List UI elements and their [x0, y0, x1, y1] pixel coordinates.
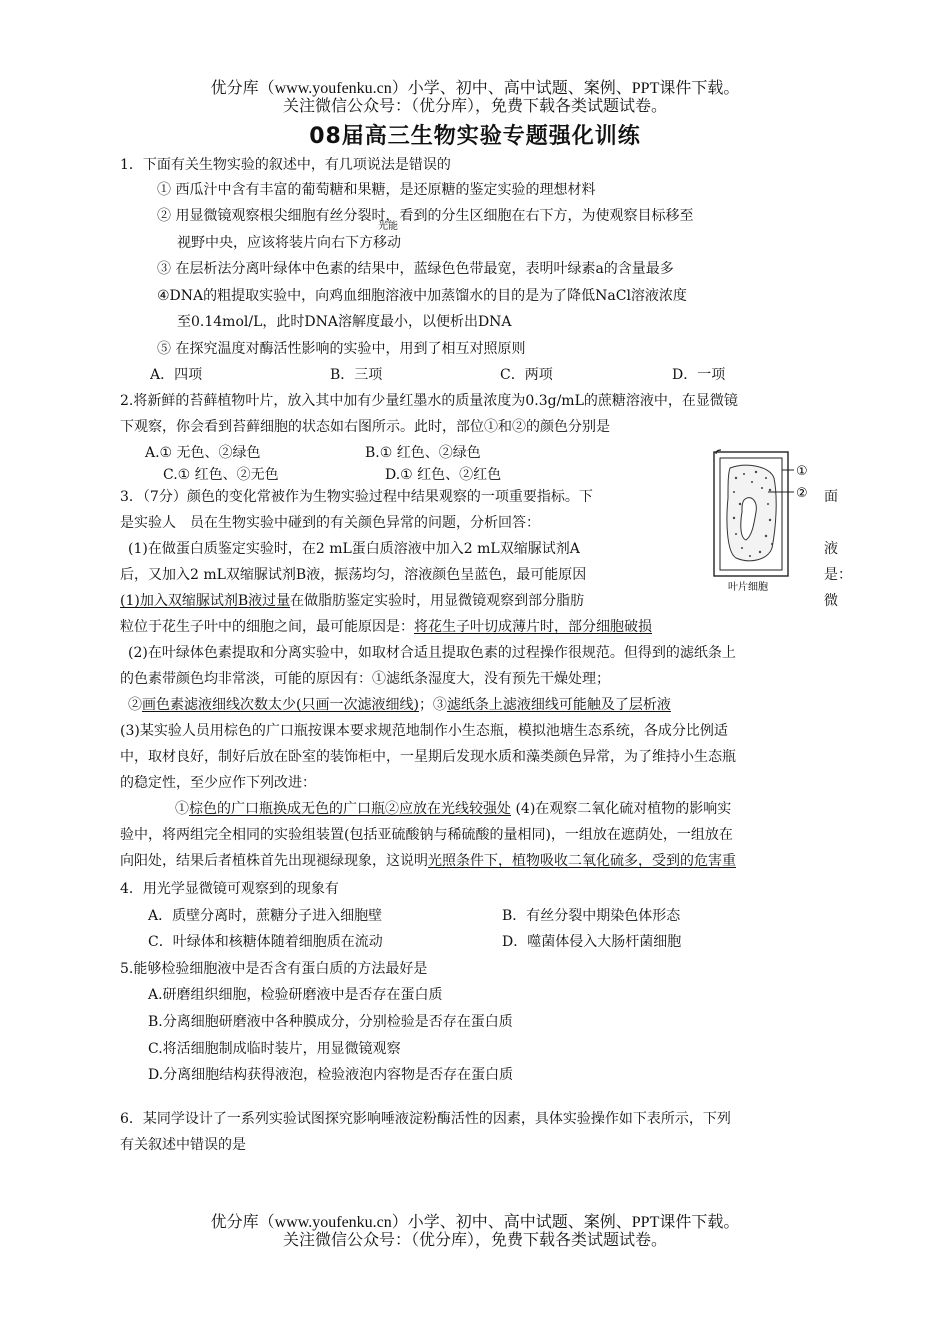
q1-option-a: A．四项: [150, 367, 203, 383]
q5-stem: 5.能够检验细胞液中是否含有蛋白质的方法最好是: [120, 961, 428, 977]
header-line-2: 关注微信公众号：（优分库），免费下载各类试题试卷。: [282, 98, 667, 115]
q3-line-4: 后，又加入2 mL双缩脲试剂B液，振荡均匀，溶液颜色呈蓝色，最可能原因: [120, 567, 587, 583]
q1-option-b: B．三项: [330, 367, 383, 383]
q2-line-2: 下观察，你会看到苔藓细胞的状态如右图所示。此时，部位①和②的颜色分别是: [120, 419, 610, 435]
q3-line-9-a: ②: [128, 697, 142, 713]
q1-item-5: ⑤ 在探究温度对酶活性影响的实验中，用到了相互对照原则: [157, 341, 526, 357]
q4-option-b: B．有丝分裂中期染色体形态: [502, 908, 681, 924]
q5-option-b: B.分离细胞研磨液中各种膜成分，分别检验是否存在蛋白质: [148, 1014, 513, 1030]
q3-answer-2: 将花生子叶切成薄片时，部分细胞破损: [414, 619, 652, 635]
q2-option-a: A.① 无色、②绿色: [145, 445, 261, 461]
q3-line-10: (3)某实验人员用棕色的广口瓶按课本要求规范地制作小生态瓶，模拟池塘生态系统，各成分比例适: [120, 723, 728, 739]
q5-option-d: D.分离细胞结构获得液泡，检验液泡内容物是否存在蛋白质: [148, 1067, 514, 1083]
q2-line-1: 2.将新鲜的苔藓植物叶片，放入其中加有少量红墨水的质量浓度为0.3g/mL的蔗糖溶液中，在显微镜: [120, 393, 738, 409]
q3-answer-3: 画色素滤液细线次数太少(只画一次滤液细线): [142, 697, 419, 713]
q3-line-1: 3．（7分）颜色的变化常被作为生物实验过程中结果观察的一项重要指标。下: [120, 489, 593, 505]
q3-line-5-rest: 在做脂肪鉴定实验时，用显微镜观察到部分脂肪: [290, 593, 585, 609]
q1-item-3: ③ 在层析法分离叶绿体中色素的结果中，蓝绿色色带最宽，表明叶绿素a的含量最多: [157, 261, 674, 277]
q3-line-1-end: 面: [824, 489, 838, 505]
q3-answer-5: 棕色的广口瓶换成无色的广口瓶②应放在光线较强处: [189, 801, 511, 817]
q3-answer-4: 滤纸条上滤液细线可能触及了层析液: [446, 697, 671, 713]
q4-option-c: C．叶绿体和核糖体随着细胞质在流动: [148, 934, 383, 950]
header-line-1: 优分库（www.youfenku.cn）小学、初中、高中试题、案例、PPT课件下载。: [210, 80, 740, 97]
q3-line-14: 验中，将两组完全相同的实验组装置(包括亚硫酸钠与稀硫酸的量相同)，一组放在遮荫处，一组放在: [120, 827, 733, 843]
q2-option-d: D.① 红色、②红色: [385, 467, 502, 483]
q1-item-1: ① 西瓜汁中含有丰富的葡萄糖和果糖，是还原糖的鉴定实验的理想材料: [157, 182, 596, 198]
q1-option-c: C．两项: [500, 367, 553, 383]
q1-item-2: ② 用显微镜观察根尖细胞有丝分裂时，看到的分生区细胞在右下方，为使观察目标移至: [157, 208, 694, 224]
q3-line-11: 中，取材良好，制好后放在卧室的装饰柜中，一星期后发现水质和藻类颜色异常，为了维持小生态瓶: [120, 749, 736, 765]
q5-option-a: A.研磨组织细胞，检验研磨液中是否存在蛋白质: [148, 987, 443, 1003]
footer-line-2: 关注微信公众号：（优分库），免费下载各类试题试卷。: [282, 1232, 667, 1249]
q2-option-c: C.① 红色、②无色: [163, 467, 279, 483]
q6-line-2: 有关叙述中错误的是: [120, 1137, 246, 1153]
q3-answer-1: (1)加入双缩脲试剂B液过量: [120, 593, 291, 609]
q3-line-6: [120, 618, 652, 636]
q6-line-1: 6．某同学设计了一系列实验试图探究影响唾液淀粉酶活性的因素，具体实验操作如下表所示，下列: [120, 1111, 731, 1127]
q1-stem: 1．下面有关生物实验的叙述中，有几项说法是错误的: [120, 157, 451, 173]
q5-option-c: C.将活细胞制成临时装片，用显微镜观察: [148, 1041, 401, 1057]
q3-answer-6: 光照条件下，植物吸收二氧化硫多，受到的危害重: [428, 853, 736, 869]
q1-stray-text: 光能: [378, 221, 398, 232]
q3-line-5-end: 微: [824, 593, 838, 609]
q3-line-13-a: ①: [175, 801, 189, 817]
q2-option-b: B.① 红色、②绿色: [365, 445, 481, 461]
q3-line-12: 的稳定性，至少应作下列改进：: [120, 775, 316, 791]
figure-caption: 叶片细胞: [728, 582, 768, 593]
figure-label-1: ①: [796, 464, 808, 479]
q1-option-d: D．一项: [672, 367, 726, 383]
q3-line-4-end: 是：: [824, 567, 852, 583]
q3-line-6-text: 粒位于花生子叶中的细胞之间，最可能原因是：: [120, 619, 414, 635]
q3-line-2: 是实验人 员在生物实验中碰到的有关颜色异常的问题，分析回答：: [120, 515, 540, 531]
q1-item-4-cont: 至0.14mol/L，此时DNA溶解度最小，以便析出DNA: [177, 314, 512, 330]
q3-line-13-b: (4)在观察二氧化硫对植物的影响实: [511, 801, 732, 817]
q1-item-2-cont: 视野中央，应该将装片向右下方移动: [177, 235, 401, 251]
figure-label-2: ②: [796, 486, 808, 501]
q1-item-4: ④DNA的粗提取实验中，向鸡血细胞溶液中加蒸馏水的目的是为了降低NaCl溶液浓度: [157, 288, 687, 304]
q3-line-8: 的色素带颜色均非常淡，可能的原因有：①滤纸条湿度大，没有预先干燥处理；: [120, 671, 610, 687]
q3-line-13: [175, 800, 731, 818]
q3-line-15-text: 向阳处，结果后者植株首先出现褪绿现象，这说明: [120, 853, 428, 869]
page-title: 08届高三生物实验专题强化训练: [309, 124, 641, 149]
q3-line-15: [120, 852, 736, 870]
q3-line-9-b: ；③: [418, 697, 447, 713]
q4-stem: 4．用光学显微镜可观察到的现象有: [120, 881, 339, 897]
q4-option-a: A．质壁分离时，蔗糖分子进入细胞壁: [148, 908, 383, 924]
q3-line-3: (1)在做蛋白质鉴定实验时，在2 mL蛋白质溶液中加入2 mL双缩脲试剂A: [128, 541, 580, 557]
q3-line-5: [120, 592, 584, 610]
q3-line-9: [128, 696, 671, 714]
q3-line-7: (2)在叶绿体色素提取和分离实验中，如取材合适且提取色素的过程操作很规范。但得到的滤纸条上: [128, 645, 736, 661]
footer-line-1: 优分库（www.youfenku.cn）小学、初中、高中试题、案例、PPT课件下载。: [210, 1214, 740, 1231]
q4-option-d: D．噬菌体侵入大肠杆菌细胞: [502, 934, 682, 950]
q3-line-3-end: 液: [824, 541, 838, 557]
